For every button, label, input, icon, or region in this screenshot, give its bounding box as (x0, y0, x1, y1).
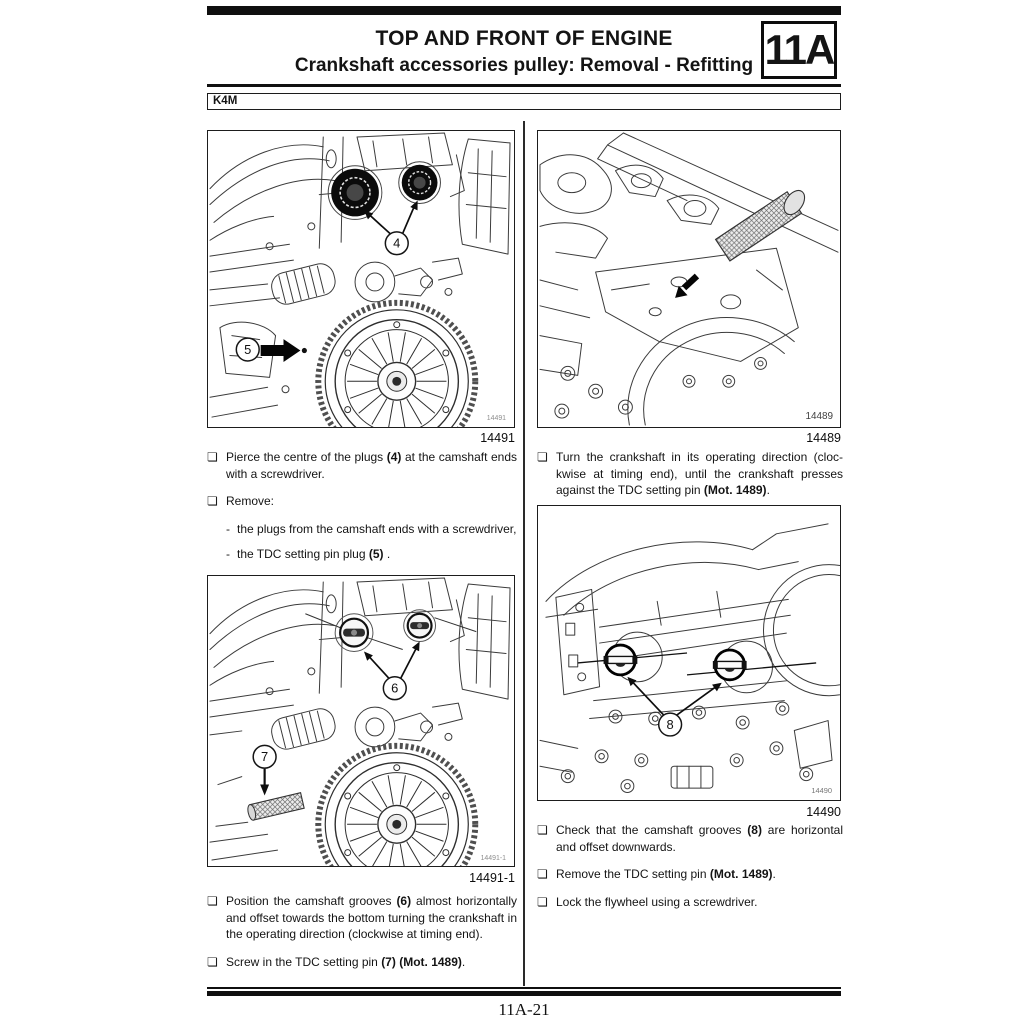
clutch-assembly (318, 746, 475, 866)
figure-caption: 14489 (806, 431, 841, 445)
bullet-marker: ❏ (537, 450, 548, 464)
instructions-left-bottom (207, 893, 517, 981)
engine-diagram-camshaft-plugs (208, 131, 514, 427)
instruction-text: Screw in the TDC setting pin (7) (Mot. 1489). (226, 954, 466, 969)
column-divider (523, 121, 525, 986)
figure-caption: 14490 (806, 805, 841, 819)
bullet-marker: ❏ (207, 894, 218, 908)
callout-8-group (627, 677, 721, 736)
instruction-text: Lock the flywheel using a screwdriver. (556, 894, 758, 909)
camshaft-end-plugs (328, 162, 440, 220)
page-subtitle: Crankshaft accessories pulley: Removal - Refitting (294, 55, 754, 76)
instruction-item (537, 449, 843, 499)
thick-arrow (261, 339, 301, 362)
instruction-text: the TDC setting pin plug (5) . (237, 547, 391, 561)
figure-inner-label: 14490 (811, 786, 833, 796)
callout-6-group (364, 642, 420, 700)
callout-5-group (236, 338, 307, 362)
arrow-head (260, 785, 269, 796)
dash-marker: - (226, 547, 230, 561)
bullet-marker: ❏ (207, 450, 218, 464)
instruction-text: the plugs from the camshaft ends with a screwdriver, (237, 521, 517, 536)
bullet-marker: ❏ (537, 823, 548, 837)
footer-rule-thick (207, 991, 841, 996)
header-rule (207, 84, 841, 87)
camshaft-groove-ends (305, 610, 476, 652)
callout-number-4: 4 (393, 235, 401, 251)
instruction-subitem (226, 546, 517, 563)
arrow-head (712, 683, 722, 692)
callout-number-7: 7 (261, 749, 269, 765)
figure-14489 (537, 130, 841, 428)
engine-linework (540, 524, 840, 796)
bullet-marker: ❏ (537, 867, 548, 881)
callout-number-5: 5 (244, 341, 252, 357)
tdc-setting-pin (247, 793, 305, 821)
figure-inner-label: 14491-1 (480, 855, 507, 863)
instruction-text: Pierce the centre of the plugs (4) at the camshaft ends with a screwdriver. (226, 450, 518, 481)
instructions-right-bottom (537, 822, 843, 921)
figure-caption: 14491-1 (469, 871, 515, 885)
page-number: 11A-21 (498, 1000, 550, 1019)
instruction-text: Check that the camshaft grooves (8) are horizontal and offset downwards. (556, 823, 844, 854)
bullet-marker: ❏ (207, 954, 218, 969)
figure-14491-1 (207, 575, 515, 867)
dash-marker: - (226, 521, 230, 536)
figure-14491 (207, 130, 515, 428)
top-rule (207, 6, 841, 15)
instruction-item (207, 893, 517, 943)
instruction-text: Position the camshaft grooves (6) almost horizontally and offset towards the bottom turning the crankshaft in the operating direction (clockwise at timing end). (226, 894, 517, 941)
engine-diagram-groove-check (538, 506, 840, 800)
bullet-marker: ❏ (537, 894, 548, 909)
instruction-item (537, 866, 843, 883)
instructions-right-top (537, 449, 843, 510)
instructions-left-top (207, 449, 517, 572)
engine-code-box (207, 93, 841, 110)
instruction-text: Remove the TDC setting pin (Mot. 1489). (556, 867, 776, 881)
instruction-item (537, 894, 843, 911)
page-title: TOP AND FRONT OF ENGINE (375, 27, 673, 50)
instruction-subitem (226, 521, 517, 538)
engine-diagram-camshaft-grooves (208, 576, 514, 866)
instruction-item (207, 954, 517, 971)
instruction-item (207, 493, 517, 510)
engine-code: K4M (213, 95, 238, 107)
bullet-marker: ❏ (207, 494, 218, 508)
figure-caption: 14491 (480, 431, 515, 445)
footer-rule-thin (207, 987, 841, 989)
engine-diagram-tdc-pin-inserted (538, 131, 840, 427)
instruction-item (537, 822, 843, 855)
callout-7-group (253, 745, 276, 795)
figure-inner-label: 14491 (486, 415, 507, 423)
callout-number-8: 8 (666, 716, 674, 732)
section-code-box (761, 21, 837, 79)
figure-inner-label: 14489 (805, 411, 834, 423)
callout-number-6: 6 (391, 680, 399, 696)
instruction-item (207, 449, 517, 482)
section-code: 11A (764, 26, 834, 73)
instruction-text: Turn the crankshaft in its operating direction (clockwise at timing end), until the crankshaft presses against the TDC setting pin (Mot. 1489). (556, 450, 843, 497)
figure-14490 (537, 505, 841, 801)
instruction-text: Remove: (226, 494, 275, 508)
clutch-assembly (318, 303, 475, 427)
